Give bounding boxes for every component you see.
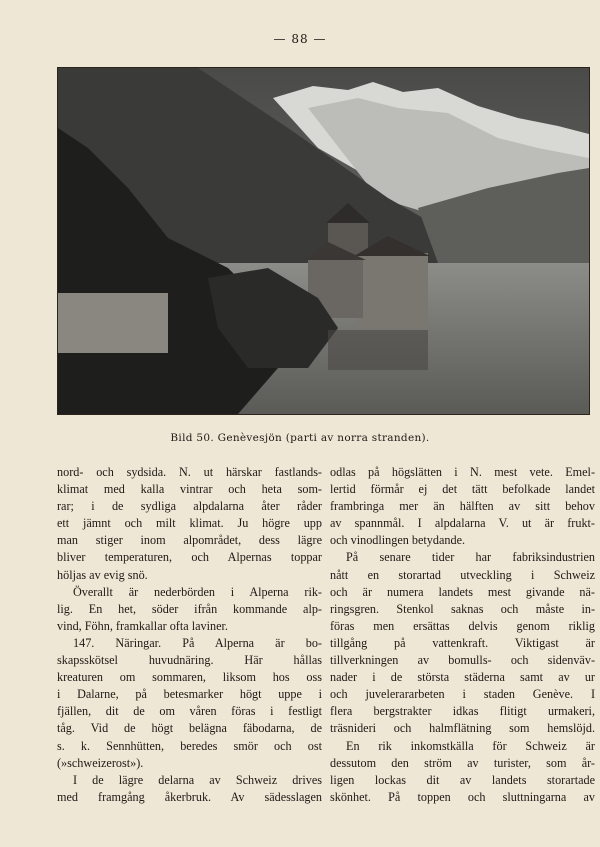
right-text-column <box>330 464 595 806</box>
text-line: nader i de största städerna samt av ur <box>330 670 595 685</box>
text-line: av spannmål. I alpdalarna V. ut är frukt- <box>330 516 595 531</box>
text-line: träsnideri och halmflätning som hemslöjd. <box>330 721 595 736</box>
text-line: nått en storartad utveckling i Schweiz <box>330 567 595 582</box>
text-line: skapsskötsel huvudnäring. Här hållas <box>57 653 322 668</box>
text-line: föras men ersättas delvis genom riklig <box>330 618 595 633</box>
text-line: klimat med kalla vintrar och heta som- <box>57 482 322 497</box>
text-line: lertid förmår ej det tätt befolkade landet <box>330 482 595 497</box>
text-line: lig. En het, söder ifrån kommande alp- <box>57 601 322 616</box>
text-line: En rik inkomstkälla för Schweiz är <box>346 738 595 753</box>
text-line: (»schweizerost»). <box>57 755 144 770</box>
left-text-column <box>57 464 322 806</box>
text-line: rar; i de sydliga alpdalarna åter råder <box>57 499 322 514</box>
text-line: tillverkningen av bomulls- och sidenväv- <box>330 653 595 668</box>
text-line: ligen lockas dit av landets storartade <box>330 772 595 787</box>
text-line: tillgång på vattenkraft. Viktigast är <box>330 635 595 650</box>
text-line: och är numera landets mest givande nä- <box>330 584 595 599</box>
text-line: I de lägre delarna av Schweiz drives <box>73 772 322 787</box>
text-line: vind, Föhn, framkallar ofta laviner. <box>57 618 228 633</box>
text-line: Överallt är nederbörden i Alperna rik- <box>73 584 322 599</box>
text-line: fjällen, dit de om våren föras i festligt <box>57 704 322 719</box>
text-line: höljas av evig snö. <box>57 567 148 582</box>
photograph-lake-geneva-castle <box>57 67 590 415</box>
text-line: dessutom den ström av turister, som år- <box>330 755 595 770</box>
text-line: med framgång åkerbruk. Av sädesslagen <box>57 789 322 804</box>
text-line: tåg. Vid de högt belägna fäbodarna, de <box>57 721 322 736</box>
text-line: i Dalarne, på betesmarker högt uppe i <box>57 687 322 702</box>
text-line: På senare tider har fabriksindustrien <box>346 550 595 565</box>
text-line: odlas på högslätten i N. mest vete. Emel- <box>330 465 595 479</box>
page-number: — 88 — <box>273 32 327 46</box>
text-line: ett jämnt och milt klimat. Ju högre upp <box>57 516 322 531</box>
text-line: frambringa mer än hälften av sitt behov <box>330 499 595 514</box>
text-line: nord- och sydsida. N. ut härskar fastlands- <box>57 465 322 479</box>
text-line: man stiger inom alpområdet, dess lägre <box>57 533 322 548</box>
text-line: skönhet. På toppen och sluttningarna av <box>330 789 595 804</box>
text-line: bliver temperaturen, och Alpernas toppar <box>57 550 322 565</box>
text-line: kreaturen om sommaren, liksom hos oss <box>57 670 322 685</box>
text-line: och vinodlingen betydande. <box>330 533 466 548</box>
text-line: och juvelerararbeten i staden Genève. I <box>330 687 595 702</box>
text-line: flera bergstrakter idkas flitigt urmakeri, <box>330 704 595 719</box>
text-line: 147. Näringar. På Alperna är bo- <box>73 635 322 650</box>
text-line: s. k. Sennhütten, beredes smör och ost <box>57 738 322 753</box>
text-line: ringsgren. Stenkol saknas och måste in- <box>330 601 595 616</box>
figure-caption: Bild 50. Genèvesjön (parti av norra stranden). <box>170 432 430 444</box>
